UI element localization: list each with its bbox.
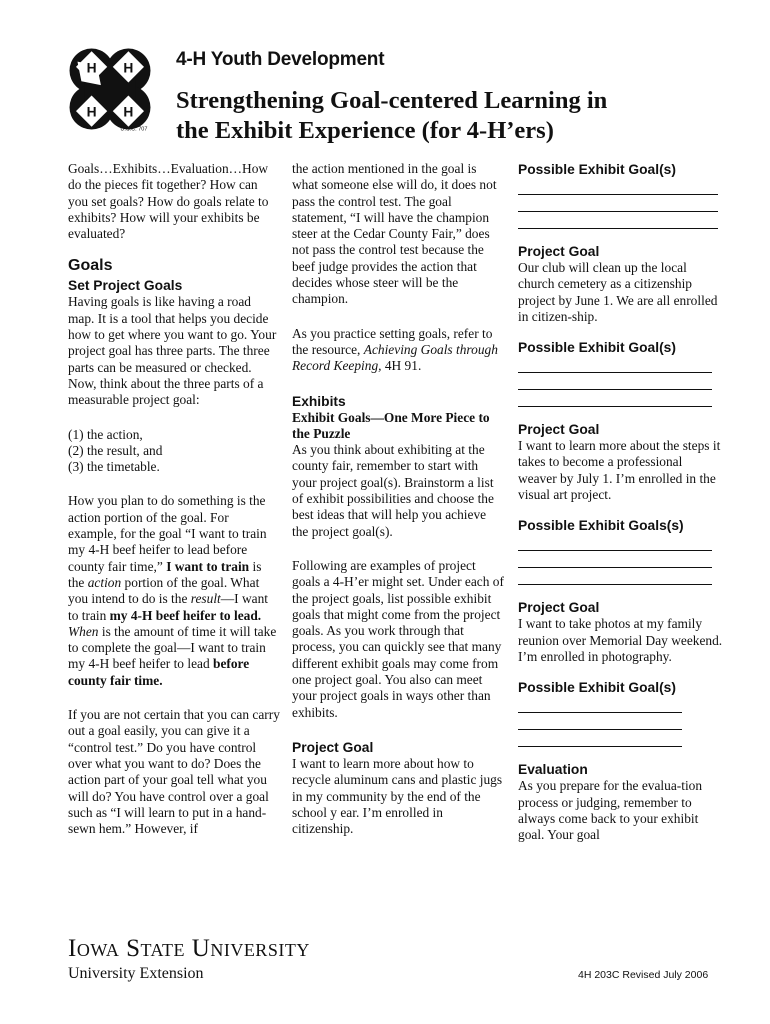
exhibits-paragraph: As you think about exhibiting at the county fair, remember to start with your project goal(s). Brainstorm a list of exhibit possibilities and choose the best ideas that will help you achieve the project goal(s).: [292, 442, 494, 539]
action-phrase: I want to train: [166, 558, 250, 574]
action-text-5: is the amount of time it will take to complete the goal—I want to train my 4-H beef heifer to lead: [68, 623, 277, 672]
examples-paragraph: Following are examples of project goals a 4-H’er might set. Under each of the project goals, list possible exhibit goals that might come from the project goals. As you work through that process, you can quickly see that many different exhibit goals may come from one project goal. You also can meet your project goals in ways other than exhibits.: [292, 557, 504, 720]
answer-line[interactable]: [518, 696, 682, 713]
resource-code: 4H 91.: [381, 358, 422, 374]
title-line-1: Strengthening Goal-centered Learning in: [176, 87, 608, 114]
page-title: [176, 86, 736, 146]
logo-letter-2: H: [123, 60, 134, 76]
answer-line[interactable]: [518, 390, 712, 407]
answer-line[interactable]: [518, 178, 718, 195]
when-word: When: [68, 623, 99, 639]
project-goal-recycling: I want to learn more about how to recycle aluminum cans and plastic jugs in my community by the end of the school y ear. I’m enrolled in citizenship.: [292, 755, 503, 837]
resource-text-1: As you practice setting goals, refer to the resource,: [292, 325, 493, 357]
resource-paragraph: [292, 326, 504, 375]
extension-label: University Extension: [68, 965, 204, 982]
action-paragraph-intro: How you plan to do something is the action portion of the goal. For example, for the goal “I want to train my 4-H beef heifer to lead before county fair time,”: [68, 493, 267, 574]
column-2: [292, 161, 504, 837]
answer-line[interactable]: [518, 373, 712, 390]
result-word: result: [190, 591, 221, 607]
list-item-timetable: (3) the timetable.: [68, 459, 160, 475]
evaluation-heading: Evaluation: [518, 762, 588, 778]
logo-letter-4: H: [123, 104, 134, 120]
logo-letter-3: H: [86, 104, 97, 120]
possible-exhibit-goals-heading-1: Possible Exhibit Goal(s): [518, 162, 676, 177]
project-goal-heading-2: Project Goal: [518, 422, 600, 438]
answer-line[interactable]: [518, 195, 718, 212]
answer-line[interactable]: [518, 713, 682, 730]
control-test-paragraph: If you are not certain that you can carry out a goal easily, you can give it a “control test.” Do you have control over what you want to do? Does the action part of your goal tell what you will do? You have control over a goal such as “I will learn to put in a hand-sewn hem.” However, if: [68, 707, 280, 837]
action-text-1: is the: [68, 558, 262, 590]
list-item-action: (1) the action,: [68, 426, 143, 442]
possible-exhibit-goals-heading-2: Possible Exhibit Goal(s): [518, 340, 676, 356]
possible-exhibit-goals-heading-4: Possible Exhibit Goal(s): [518, 680, 676, 696]
intro-paragraph: Goals…Exhibits…Evaluation…How do the pieces fit together? How can you set goals? How do goals relate to exhibits? How will your exhibits be evaluated?: [68, 161, 269, 242]
project-goal-weaver: I want to learn more about the steps it takes to become a professional weaver by July 1. I’m enrolled in the visual art project.: [518, 438, 721, 503]
project-goal-heading: Project Goal: [292, 739, 374, 755]
answer-line[interactable]: [518, 356, 712, 373]
project-goal-heading-3: Project Goal: [518, 600, 600, 616]
answer-line[interactable]: [518, 212, 718, 229]
exhibit-goals-subheading: Exhibit Goals—One More Piece to the Puzzle: [292, 409, 490, 441]
action-text-3: —I want to train: [68, 591, 268, 623]
action-text-2: portion of the goal. What you intend to do is the: [68, 574, 260, 607]
logo-trademark: U.S.C. 707: [120, 126, 148, 133]
publication-code: 4H 203C Revised July 2006: [578, 969, 709, 981]
evaluation-paragraph: As you prepare for the evalua-tion process or judging, remember to always come back to your exhibit goal. Your goal: [518, 778, 703, 843]
column-1: [68, 161, 280, 837]
four-h-clover-logo: [64, 43, 156, 135]
control-test-continued: the action mentioned in the goal is what someone else will do, it does not pass the control test. The goal statement, “I will have the champion steer at the Cedar County Fair,” does not pass the control test because the beef judge provides the action that decides whose steer will be the champion.: [292, 161, 497, 307]
answer-line[interactable]: [518, 730, 682, 747]
university-wordmark: Iowa State University: [68, 935, 310, 962]
result-phrase: my 4-H beef heifer to lead.: [109, 607, 262, 623]
list-item-result: (2) the result, and: [68, 442, 163, 458]
action-paragraph: [68, 493, 280, 689]
column-3: [518, 161, 723, 843]
action-word: action: [87, 574, 122, 590]
project-goal-photos: I want to take photos at my family reunion over Memorial Day weekend. I’m enrolled in photography.: [518, 616, 723, 664]
set-project-goals-heading: Set Project Goals: [68, 278, 183, 294]
exhibits-heading: Exhibits: [292, 393, 346, 409]
answer-line[interactable]: [518, 551, 712, 568]
possible-exhibit-goals-heading-3: Possible Exhibit Goals(s): [518, 518, 684, 534]
resource-title: Achieving Goals through Record Keeping,: [292, 341, 498, 374]
answer-line[interactable]: [518, 534, 712, 551]
program-name: 4-H Youth Development: [176, 49, 385, 70]
project-goal-cemetery: Our club will clean up the local church cemetery as a citizenship project by June 1. We are all enrolled in citizen-ship.: [518, 260, 718, 324]
goals-heading: Goals: [68, 257, 113, 275]
title-line-2: the Exhibit Experience (for 4-H’ers): [176, 117, 554, 144]
project-goal-heading-1: Project Goal: [518, 244, 600, 259]
answer-line[interactable]: [518, 568, 712, 585]
goals-paragraph: Having goals is like having a road map. It is a tool that helps you decide how to get where you want to go. Your project goal has three parts. The three parts can be measured or checked. Now, think about the three parts of a measurable project goal:: [68, 294, 277, 408]
timetable-phrase: before county fair time.: [68, 656, 250, 688]
logo-letter-1: H: [86, 60, 97, 76]
